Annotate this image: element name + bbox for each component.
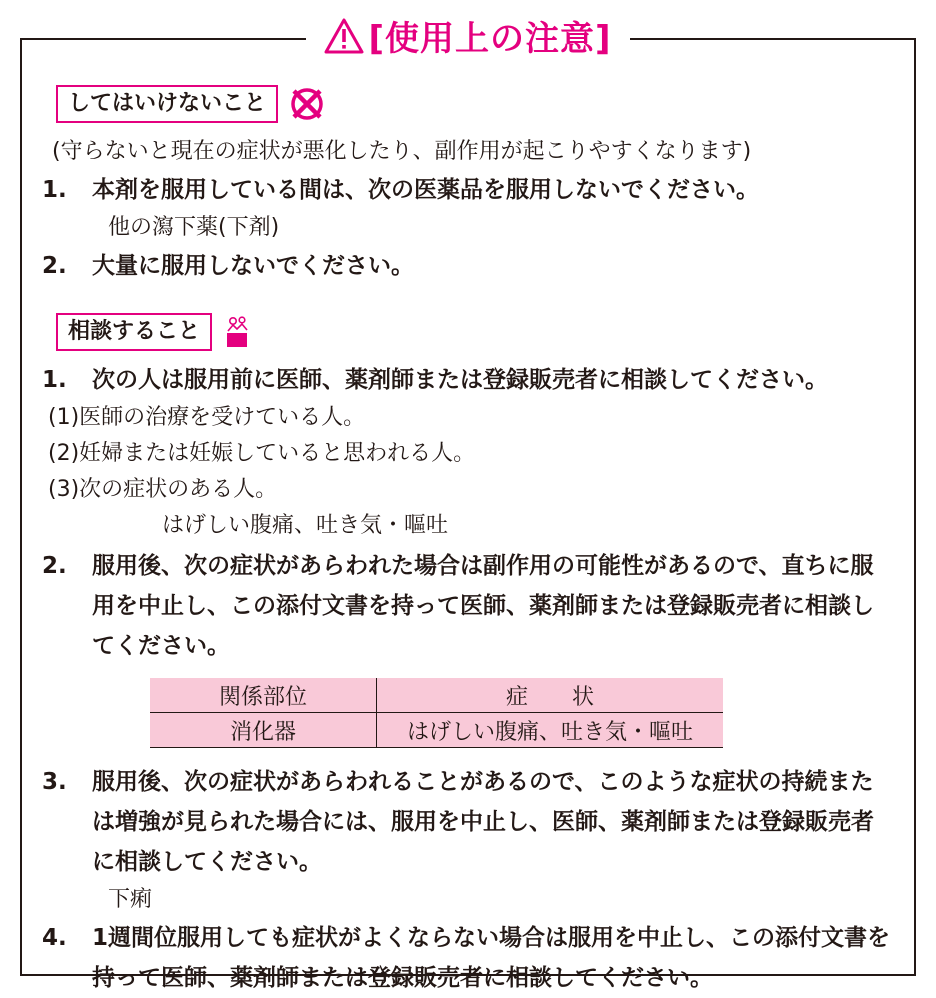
donts-note: (守らないと現在の症状が悪化したり、副作用が起こりやすくなります): [52, 139, 752, 164]
consult-item-3: [42, 762, 896, 882]
item-number: 2.: [42, 553, 67, 579]
warning-triangle-icon: [324, 18, 364, 68]
table-row: [150, 713, 723, 748]
table-header-row: [150, 678, 723, 713]
item-text: 本剤を服用している間は、次の医薬品を服用しないでください。: [92, 177, 759, 203]
title-text: [使用上の注意]: [368, 19, 612, 59]
symptom-table: [150, 678, 723, 748]
prohibited-x-icon: [290, 87, 324, 121]
consult-item-3-sub: 下痢: [108, 887, 153, 912]
item-number: 2.: [42, 253, 67, 279]
item-number: 4.: [42, 925, 67, 951]
item-number: 1.: [42, 367, 67, 393]
title-wrap: [0, 14, 936, 68]
item-text: 服用後、次の症状があらわれた場合は副作用の可能性があるので、直ちに服用を中止し、この添付文書を持って医師、薬剤師または登録販売者に相談してください。: [92, 553, 874, 659]
donts-item-1: [42, 170, 896, 210]
consult-sub-2: (2)妊婦または妊娠していると思われる人。: [48, 441, 476, 466]
content: [42, 84, 896, 998]
item-text: 次の人は服用前に医師、薬剤師または登録販売者に相談してください。: [92, 367, 828, 393]
consult-header: [56, 312, 896, 352]
table-cell: 消化器: [150, 713, 377, 748]
consult-sub-3: (3)次の症状のある人。: [48, 477, 278, 502]
donts-item-2: [42, 246, 896, 286]
item-text: 1週間位服用しても症状がよくならない場合は服用を中止し、この添付文書を持って医師、薬剤師または登録販売者に相談してください。: [92, 925, 891, 991]
donts-item-1-sub: 他の瀉下薬(下剤): [108, 215, 280, 240]
table-header-cell: 症 状: [377, 678, 724, 713]
table-cell: はげしい腹痛、吐き気・嘔吐: [377, 713, 724, 748]
item-text: 大量に服用しないでください。: [92, 253, 414, 279]
item-text: 服用後、次の症状があらわれることがあるので、このような症状の持続または増強が見られた場合には、服用を中止し、医師、薬剤師または登録販売者に相談してください。: [92, 769, 874, 875]
consult-item-4: [42, 918, 896, 998]
item-number: 3.: [42, 769, 67, 795]
item-number: 1.: [42, 177, 67, 203]
consult-doctor-icon: [224, 315, 250, 349]
consult-sub-1: (1)医師の治療を受けている人。: [48, 405, 366, 430]
consult-sub-3-detail: はげしい腹痛、吐き気・嘔吐: [162, 513, 449, 538]
consult-item-1: [42, 360, 896, 400]
consult-label: 相談すること: [56, 313, 212, 351]
donts-header: [56, 84, 896, 124]
consult-item-2: [42, 546, 896, 666]
table-header-cell: 関係部位: [150, 678, 377, 713]
page-title: [306, 14, 629, 68]
donts-label: してはいけないこと: [56, 85, 278, 123]
